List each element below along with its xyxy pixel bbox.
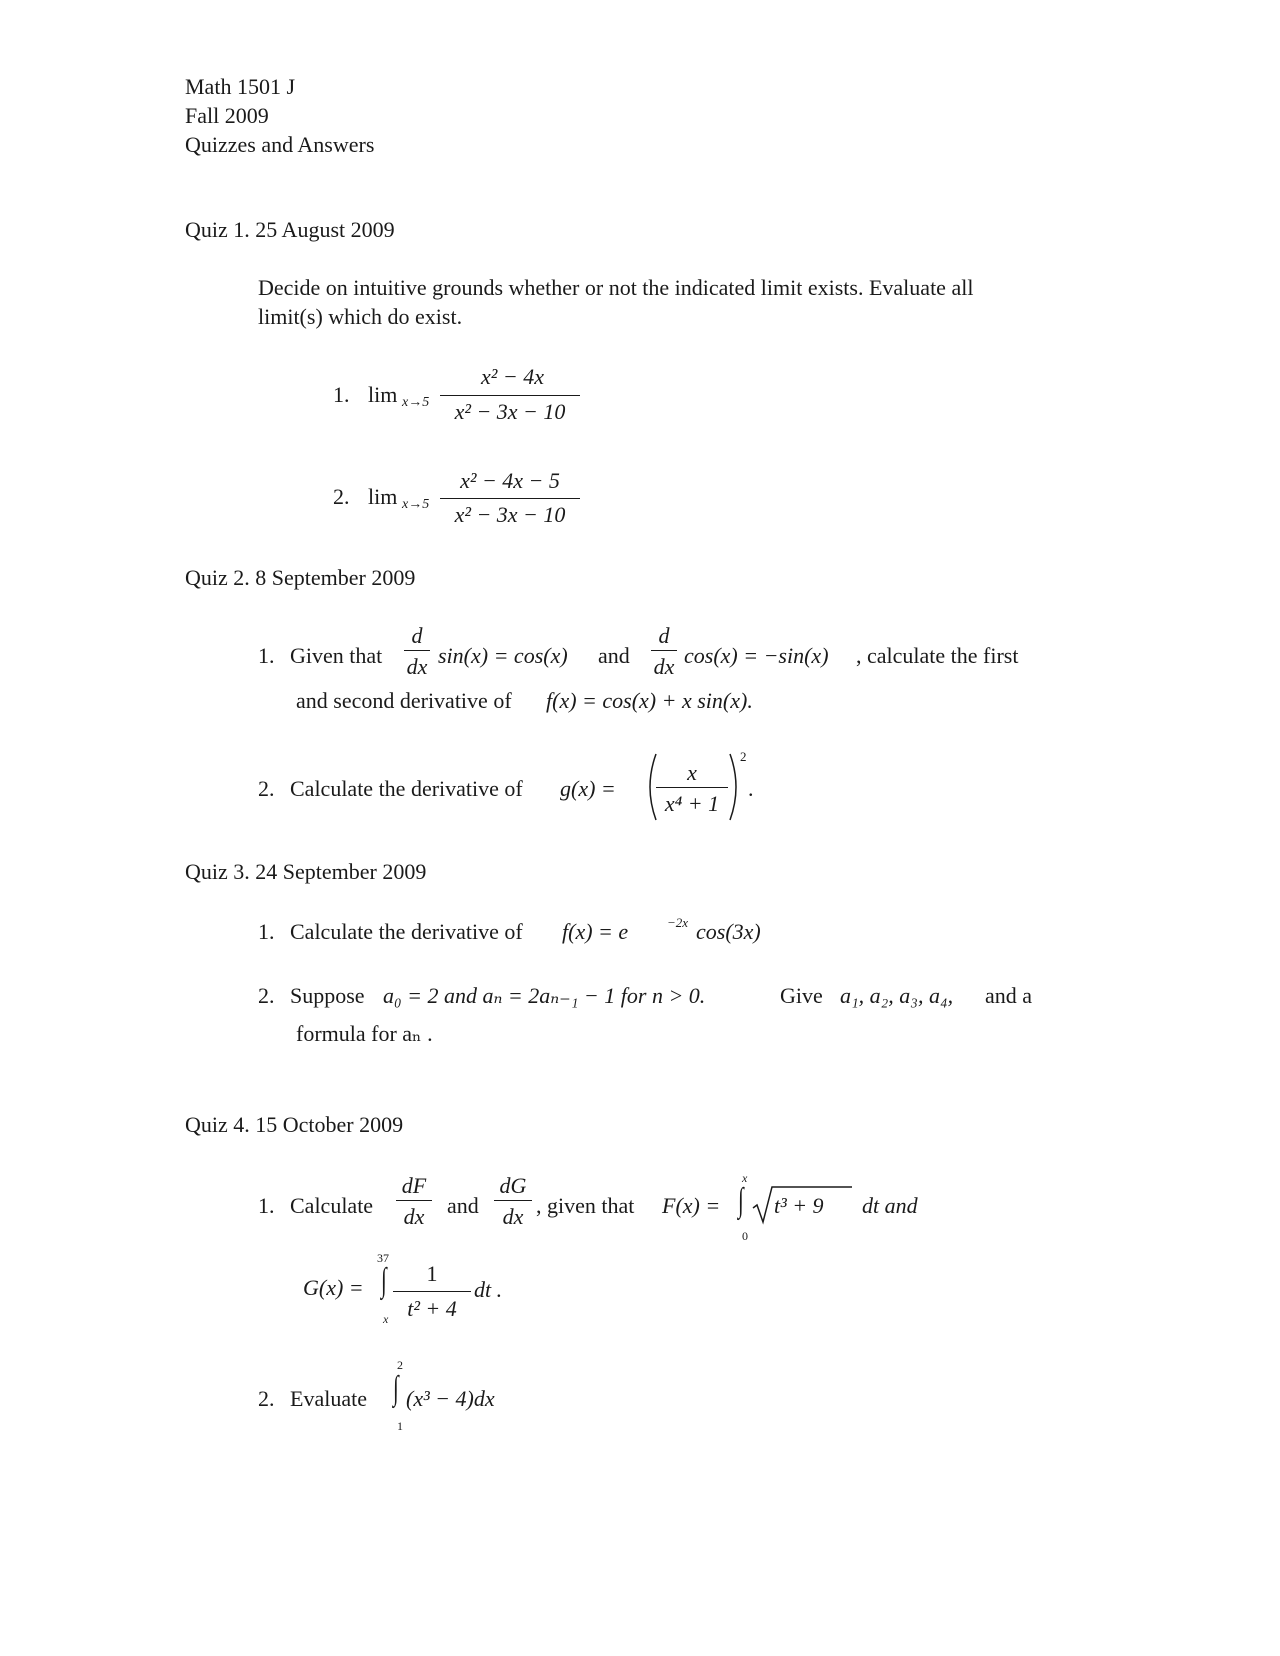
q4-p1-dt-end: dt . <box>474 1277 503 1302</box>
q2-p2-denominator: x⁴ + 1 <box>664 791 720 816</box>
q2-p2-numerator: x <box>687 760 697 785</box>
q2-p1-function: f(x) = cos(x) + x sin(x). <box>546 688 753 713</box>
quiz2-heading: Quiz 2. 8 September 2009 <box>185 565 416 590</box>
q2-p1-bar2 <box>651 650 677 651</box>
q3-p1-number: 1. <box>258 919 275 944</box>
q2-p2-period: . <box>748 776 754 801</box>
q1-p1-number: 1. <box>333 382 350 407</box>
quiz3-heading: Quiz 3. 24 September 2009 <box>185 859 427 884</box>
q2-p2-number: 2. <box>258 776 275 801</box>
q3-p2-sequence: a₀ = 2 and aₙ = 2aₙ₋₁ − 1 for n > 0. <box>383 983 706 1008</box>
q2-p2-function: g(x) = <box>560 776 616 801</box>
q1-p1-denominator: x² − 3x − 10 <box>454 399 566 424</box>
q2-p1-tail: , calculate the first <box>856 643 1019 668</box>
course-title: Math 1501 J <box>185 74 295 99</box>
q4-p1-bar1 <box>396 1200 432 1201</box>
q2-p1-number: 1. <box>258 643 275 668</box>
q4-p1-F-lower-limit: 0 <box>742 1229 748 1243</box>
q1-p2-lim: lim <box>368 484 398 509</box>
q4-p2-lower-limit: 1 <box>397 1419 403 1433</box>
q4-p1-G-fraction-bar <box>393 1291 471 1292</box>
q1-p2-lim-sub: x→5 <box>402 497 430 512</box>
document-title: Quizzes and Answers <box>185 132 375 157</box>
q2-p2-fraction-bar <box>656 787 728 788</box>
q3-p1-exponent: −2x <box>667 915 689 930</box>
q4-p1-G-numerator: 1 <box>426 1261 438 1286</box>
q4-p1-dt-and: dt and <box>862 1193 918 1218</box>
q4-p1-dx2: dx <box>502 1204 524 1229</box>
quiz4-heading: Quiz 4. 15 October 2009 <box>185 1112 404 1137</box>
quiz1-heading: Quiz 1. 25 August 2009 <box>185 217 395 242</box>
q3-p2-term-list: a₁, a₂, a₃, a₄, <box>840 983 954 1008</box>
q4-p1-G-upper-limit: 37 <box>377 1251 389 1265</box>
q4-p2-integrand: (x³ − 4)dx <box>406 1386 495 1411</box>
q3-p1-text: Calculate the derivative of <box>290 919 523 944</box>
q2-p1-dx2: dx <box>653 654 675 679</box>
q2-p1-bar1 <box>404 650 430 651</box>
q2-p1-d2: d <box>658 623 670 648</box>
q4-p1-dx1: dx <box>403 1204 425 1229</box>
term: Fall 2009 <box>185 103 269 128</box>
q1-p1-numerator: x² − 4x <box>481 364 544 389</box>
q2-p1-line2-text: and second derivative of <box>296 688 512 713</box>
integral-sign-icon: ∫ <box>738 1182 744 1219</box>
q2-p1-and: and <box>598 643 630 668</box>
q4-p1-F-upper-limit: x <box>742 1171 748 1185</box>
q4-p1-F-of-x: F(x) = <box>662 1193 721 1218</box>
q1-p2-denominator: x² − 3x − 10 <box>454 502 566 527</box>
q3-p2-suppose: Suppose <box>290 983 365 1008</box>
q4-p1-G-lower-limit: x <box>383 1312 389 1326</box>
q4-p1-number: 1. <box>258 1193 275 1218</box>
q3-p2-line2: formula for aₙ . <box>296 1021 433 1046</box>
q3-p2-give: Give <box>780 983 823 1008</box>
integral-sign-icon: ∫ <box>381 1262 387 1299</box>
q2-p2-text: Calculate the derivative of <box>290 776 523 801</box>
q2-p1-cos-equation: cos(x) = −sin(x) <box>684 643 829 668</box>
q4-p1-bar2 <box>494 1200 532 1201</box>
q3-p1-function-tail: cos(3x) <box>696 919 761 944</box>
q3-p2-and-a: and a <box>985 983 1033 1008</box>
q3-p1-function: f(x) = e <box>562 919 629 944</box>
q1-p1-lim: lim <box>368 382 398 407</box>
q4-p1-given: , given that <box>536 1193 635 1218</box>
q4-p1-and: and <box>447 1193 479 1218</box>
q4-p1-radicand: t³ + 9 <box>774 1193 824 1218</box>
q4-p1-G-denominator: t² + 4 <box>407 1296 457 1321</box>
integral-sign-icon: ∫ <box>393 1370 399 1407</box>
q2-p1-sin-equation: sin(x) = cos(x) <box>438 643 568 668</box>
q4-p2-evaluate: Evaluate <box>290 1386 367 1411</box>
q4-p1-G-of-x: G(x) = <box>303 1275 364 1300</box>
q2-p1-given: Given that <box>290 643 383 668</box>
q4-p1-dG: dG <box>499 1173 527 1198</box>
q4-p1-calculate: Calculate <box>290 1193 374 1218</box>
q1-p2-numerator: x² − 4x − 5 <box>460 468 560 493</box>
q4-p2-upper-limit: 2 <box>397 1358 403 1372</box>
q2-p1-dx1: dx <box>406 654 428 679</box>
q4-p1-dF: dF <box>401 1173 427 1198</box>
q1-p2-number: 2. <box>333 484 350 509</box>
quiz1-instructions-line2: limit(s) which do exist. <box>258 304 463 329</box>
q2-p2-exponent: 2 <box>740 749 747 764</box>
q1-p1-fraction-bar <box>440 395 580 396</box>
q3-p2-number: 2. <box>258 983 275 1008</box>
q2-p1-d1: d <box>411 623 423 648</box>
q4-p2-number: 2. <box>258 1386 275 1411</box>
quiz1-instructions-line1: Decide on intuitive grounds whether or not the indicated limit exists. Evaluate all <box>258 275 974 300</box>
q1-p1-lim-sub: x→5 <box>402 395 430 410</box>
q1-p2-fraction-bar <box>440 498 580 499</box>
